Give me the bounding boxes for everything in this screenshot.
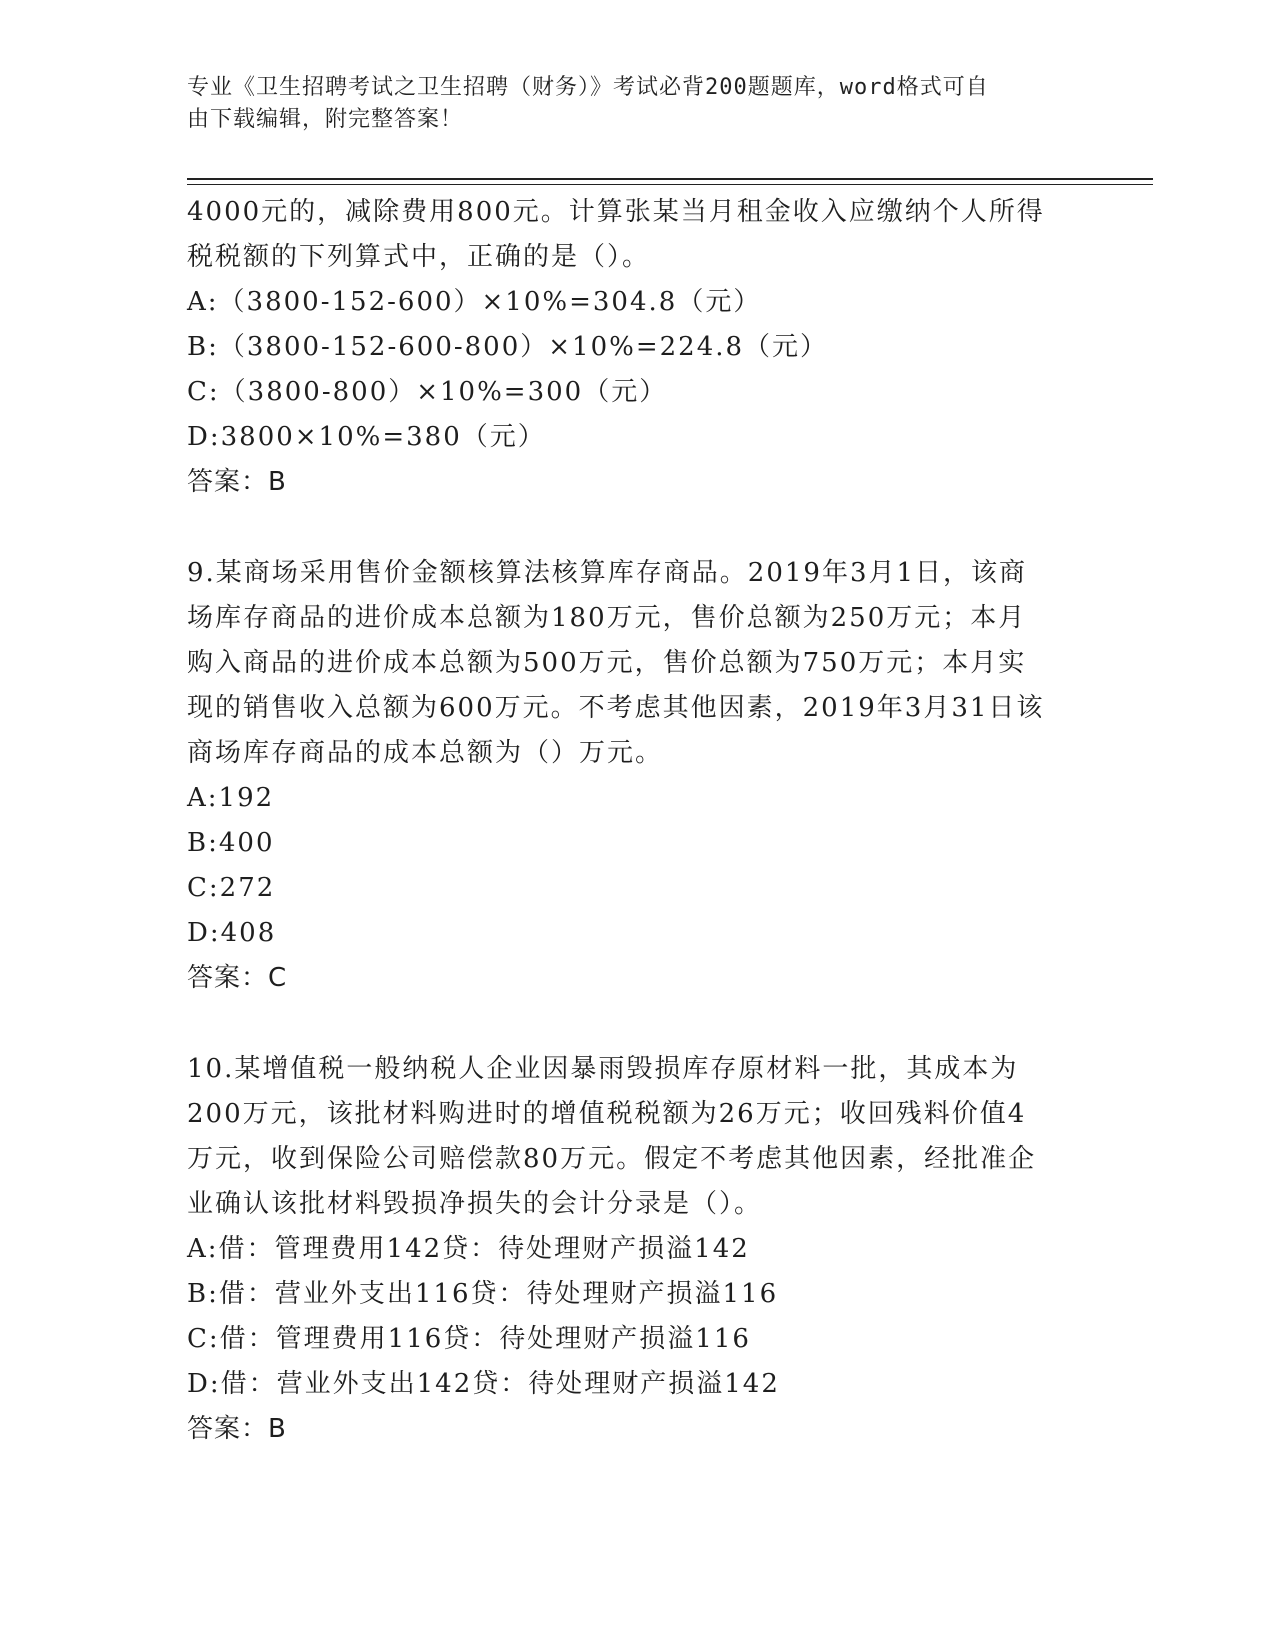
option-a: A:（3800-152-600）×10%=304.8（元）	[187, 287, 762, 317]
question-9	[187, 551, 1087, 1001]
option-d: D:借：营业外支出142贷：待处理财产损溢142	[187, 1369, 780, 1399]
question-stem-line: 场库存商品的进价成本总额为180万元，售价总额为250万元；本月	[187, 603, 1027, 633]
spacer	[187, 505, 1087, 551]
question-stem-line: 购入商品的进价成本总额为500万元，售价总额为750万元；本月实	[187, 648, 1027, 678]
question-10	[187, 1047, 1087, 1452]
option-a: A:借：管理费用142贷：待处理财产损溢142	[187, 1234, 750, 1264]
option-c: C:272	[187, 873, 276, 903]
header-line-2: 由下载编辑，附完整答案！	[187, 107, 464, 132]
spacer	[187, 1001, 1087, 1047]
question-stem-line: 业确认该批材料毁损净损失的会计分录是（）。	[187, 1189, 763, 1219]
question-stem-line: 200万元，该批材料购进时的增值税税额为26万元；收回残料价值4	[187, 1099, 1027, 1129]
option-b: B:借：营业外支出116贷：待处理财产损溢116	[187, 1279, 779, 1309]
question-stem-line: 万元，收到保险公司赔偿款80万元。假定不考虑其他因素，经批准企	[187, 1144, 1037, 1174]
question-stem-line: 税税额的下列算式中，正确的是（）。	[187, 242, 651, 272]
question-stem-line: 商场库存商品的成本总额为（）万元。	[187, 738, 664, 768]
question-8	[187, 190, 1087, 505]
option-d: D:3800×10%=380（元）	[187, 422, 546, 452]
answer: 答案：B	[187, 1414, 287, 1444]
option-d: D:408	[187, 918, 277, 948]
question-stem-line: 10.某增值税一般纳税人企业因暴雨毁损库存原材料一批，其成本为	[187, 1054, 1019, 1084]
question-stem-line: 9.某商场采用售价金额核算法核算库存商品。2019年3月1日，该商	[187, 558, 1028, 588]
header-divider-thick	[187, 178, 1153, 180]
question-stem-line: 4000元的，减除费用800元。计算张某当月租金收入应缴纳个人所得	[187, 197, 1045, 227]
option-c: C:借：管理费用116贷：待处理财产损溢116	[187, 1324, 751, 1354]
option-b: B:400	[187, 828, 275, 858]
option-c: C:（3800-800）×10%=300（元）	[187, 377, 668, 407]
header-divider-thin	[187, 184, 1153, 185]
question-stem-line: 现的销售收入总额为600万元。不考虑其他因素，2019年3月31日该	[187, 693, 1045, 723]
page-header	[187, 72, 1067, 136]
question-content	[187, 190, 1087, 1452]
answer: 答案：B	[187, 467, 287, 497]
option-a: A:192	[187, 783, 275, 813]
option-b: B:（3800-152-600-800）×10%=224.8（元）	[187, 332, 829, 362]
header-line-1: 专业《卫生招聘考试之卫生招聘（财务）》考试必背200题题库，word格式可自	[187, 75, 989, 100]
answer: 答案：C	[187, 963, 288, 993]
